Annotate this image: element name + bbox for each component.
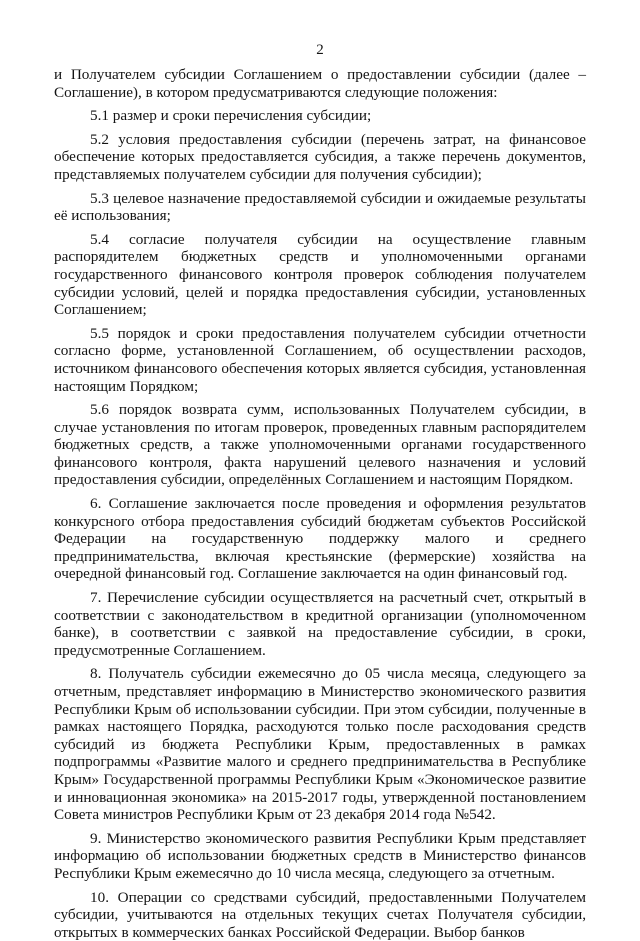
paragraph-5-2: 5.2 условия предоставления субсидии (перечень затрат, на финансовое обеспечение которых предоставляется субсидия, а также перечень документов, представляемых получателем субсидии для получения субсидии); (54, 130, 586, 183)
paragraph-8: 8. Получатель субсидии ежемесячно до 05 числа месяца, следующего за отчетным, представляет информацию в Министерство экономического развития Республики Крым об использовании субсидии. При этом субсидии, полученные в рамках настоящего Порядка, расходуются только после расходования средств субсидий из бюджета Республики Крым, предоставленных в рамках подпрограммы «Развитие малого и среднего предпринимательства в Республике Крым» Государственной программы Республики Крым «Экономическое развитие и инновационная экономика» на 2015-2017 годы, утвержденной постановлением Совета министров Республики Крым от 23 декабря 2014 года №542. (54, 665, 586, 824)
paragraph-10: 10. Операции со средствами субсидий, предоставленными Получателем субсидии, учитываются на отдельных текущих счетах Получателя субсидии, открытых в коммерческих банках Российской Федерации. Выбор банков (54, 888, 586, 941)
paragraph-5-4: 5.4 согласие получателя субсидии на осуществление главным распорядителем бюджетных средств и уполномоченными органами государственного финансового контроля проверок соблюдения получателем субсидии условий, целей и порядка предоставления субсидии, установленных Соглашением; (54, 230, 586, 319)
document-body (54, 66, 586, 941)
paragraph-7: 7. Перечисление субсидии осуществляется на расчетный счет, открытый в соответствии с законодательством в кредитной организации (уполномоченном банке), в соответствии с заявкой на предоставление субсидии, в сроки, предусмотренные Соглашением. (54, 589, 586, 659)
paragraph-5-6: 5.6 порядок возврата сумм, использованных Получателем субсидии, в случае установления по итогам проверок, проведенных главным распорядителем бюджетных средств, а также уполномоченными органами государственного финансового контроля, факта нарушений целевого назначения и условий предоставления субсидии, определённых Соглашением и настоящим Порядком. (54, 401, 586, 489)
paragraph-5-5: 5.5 порядок и сроки предоставления получателем субсидии отчетности согласно форме, установленной Соглашением, об осуществлении расходов, источником финансового обеспечения которых является субсидия, установленная настоящим Порядком; (54, 324, 586, 395)
paragraph-6: 6. Соглашение заключается после проведения и оформления результатов конкурсного отбора предоставления субсидий бюджетам субъектов Российской Федерации на государственную поддержку малого и среднего предпринимательства, включая крестьянские (фермерские) хозяйства на очередной финансовый год. Соглашение заключается на один финансовый год. (54, 495, 586, 583)
paragraph-5-1: 5.1 размер и сроки перечисления субсидии; (90, 107, 372, 125)
paragraph-agreement-intro: и Получателем субсидии Соглашением о предоставлении субсидии (далее – Соглашение), в котором предусматриваются следующие положения: (54, 66, 586, 101)
paragraph-5-3: 5.3 целевое назначение предоставляемой субсидии и ожидаемые результаты её использования; (54, 189, 586, 225)
paragraph-9: 9. Министерство экономического развития Республики Крым представляет информацию об использовании бюджетных средств в Министерство финансов Республики Крым ежемесячно до 10 числа месяца, следующего за отчетным. (54, 829, 586, 882)
page-number: 2 (316, 42, 324, 58)
